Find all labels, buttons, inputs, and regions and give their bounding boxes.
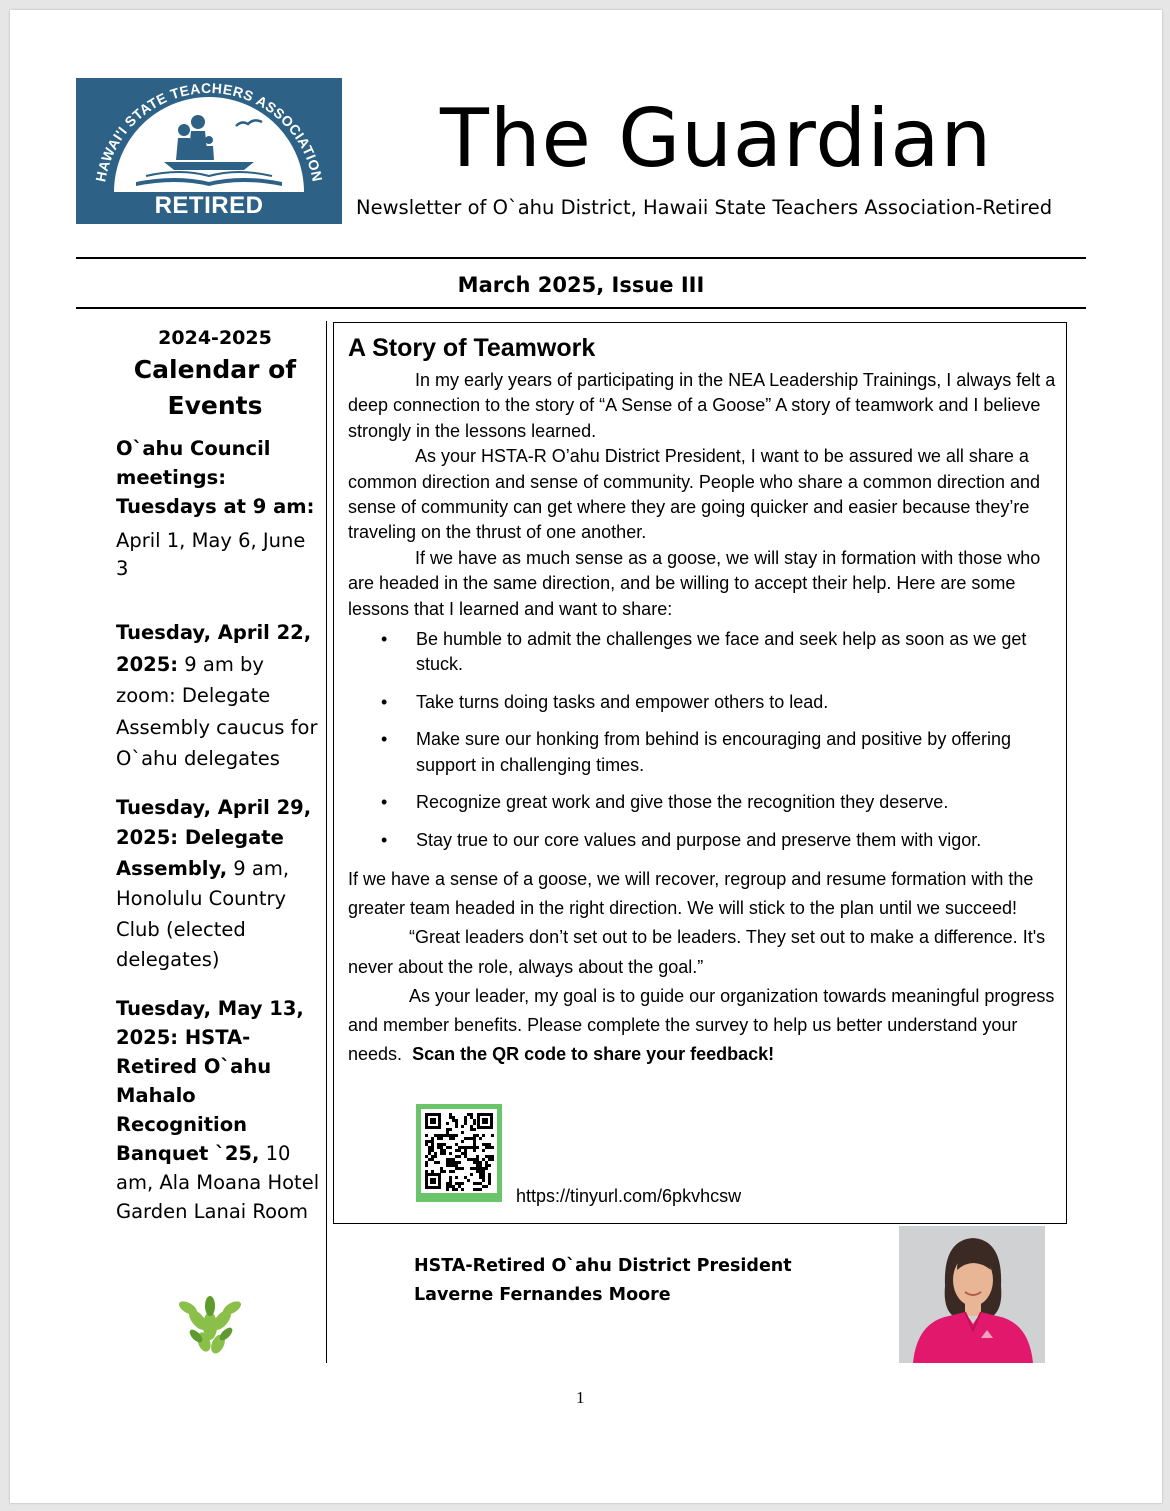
header-divider-bottom bbox=[76, 307, 1086, 309]
article-paragraph: If we have as much sense as a goose, we will stay in formation with those who are headed in the same direction, and be willing to accept their help. Here are some lessons that I learned and want to share: bbox=[348, 547, 1041, 619]
article-title: A Story of Teamwork bbox=[348, 334, 596, 362]
calendar-event: Tuesday, May 13, 2025: HSTA-Retired O`ahu Mahalo Recognition Banquet `25, 10 am, Ala Moana Hotel Garden Lanai Room bbox=[116, 996, 320, 1223]
list-item: • Recognize great work and give those the recognition they deserve. bbox=[348, 790, 1058, 815]
lessons-list bbox=[348, 627, 1058, 853]
council-meeting-dates: April 1, May 6, June 3 bbox=[116, 529, 306, 580]
article-paragraph: If we have a sense of a goose, we will recover, regroup and resume formation with the greater team headed in the right direction. We will stick to the plan until we succeed! bbox=[348, 868, 1034, 919]
article-paragraph: As your HSTA-R O’ahu District President, I want to be assured we all share a common direction and sense of community. People who share a common direction and sense of community can get where they are going quicker and easier because they’re traveling on the thrust of one another. bbox=[348, 446, 1041, 543]
president-photo bbox=[899, 1226, 1045, 1363]
logo-arc-text: HAWAI'I STATE TEACHERS ASSOCIATION bbox=[92, 79, 326, 184]
article-body bbox=[348, 368, 1058, 1069]
logo-retired-label: RETIRED bbox=[154, 192, 264, 219]
calendar-sidebar bbox=[110, 324, 320, 1226]
hsta-retired-logo bbox=[76, 78, 342, 224]
newsletter-page bbox=[10, 10, 1162, 1503]
list-item: • Make sure our honking from behind is encouraging and positive by offering support in challenging times. bbox=[348, 727, 1058, 778]
newsletter-subtitle: Newsletter of O`ahu District, Hawaii State Teachers Association-Retired bbox=[356, 196, 1053, 219]
page-number: 1 bbox=[576, 1388, 585, 1407]
president-signature bbox=[414, 1252, 792, 1310]
article-paragraph: As your leader, my goal is to guide our organization towards meaningful progress and member benefits. Please complete the survey to help us better understand your needs. Scan the QR code to share your feedback! bbox=[348, 985, 1055, 1065]
president-role: HSTA-Retired O`ahu District President bbox=[414, 1256, 792, 1276]
article-paragraph: In my early years of participating in the NEA Leadership Trainings, I always felt a deep connection to the story of “A Sense of a Goose” A story of teamwork and I believe strongly in the lessons learned. bbox=[348, 370, 1056, 441]
calendar-event: Tuesday, April 29, 2025: Delegate Assembly, 9 am, Honolulu Country Club (elected delegates) bbox=[116, 795, 312, 971]
list-item: • Stay true to our core values and purpose and preserve them with vigor. bbox=[348, 828, 1058, 853]
calendar-event: Tuesday, April 22, 2025: 9 am by zoom: Delegate Assembly caucus for O`ahu delegates bbox=[116, 621, 318, 770]
qr-call-to-action: Scan the QR code to share your feedback! bbox=[412, 1044, 775, 1065]
newsletter-title: The Guardian bbox=[440, 92, 993, 185]
council-meetings-label: O`ahu Council meetings: Tuesdays at 9 am: bbox=[116, 437, 315, 518]
leaf-decoration-icon bbox=[170, 1286, 250, 1360]
survey-qr-code[interactable] bbox=[416, 1104, 502, 1202]
leadership-quote: “Great leaders don’t set out to be leaders. They set out to make a difference. It's never about the role, always about the goal.” bbox=[348, 927, 1046, 977]
list-item: • Be humble to admit the challenges we face and seek help as soon as we get stuck. bbox=[348, 627, 1058, 678]
sidebar-divider bbox=[326, 321, 327, 1363]
calendar-heading: Calendar of Events bbox=[133, 355, 297, 420]
list-item: • Take turns doing tasks and empower others to lead. bbox=[348, 690, 1058, 715]
president-name: Laverne Fernandes Moore bbox=[414, 1285, 671, 1305]
issue-line: March 2025, Issue III bbox=[457, 273, 705, 297]
calendar-year: 2024-2025 bbox=[158, 327, 272, 349]
survey-link[interactable]: https://tinyurl.com/6pkvhcsw bbox=[516, 1186, 742, 1206]
header-divider-top bbox=[76, 257, 1086, 259]
